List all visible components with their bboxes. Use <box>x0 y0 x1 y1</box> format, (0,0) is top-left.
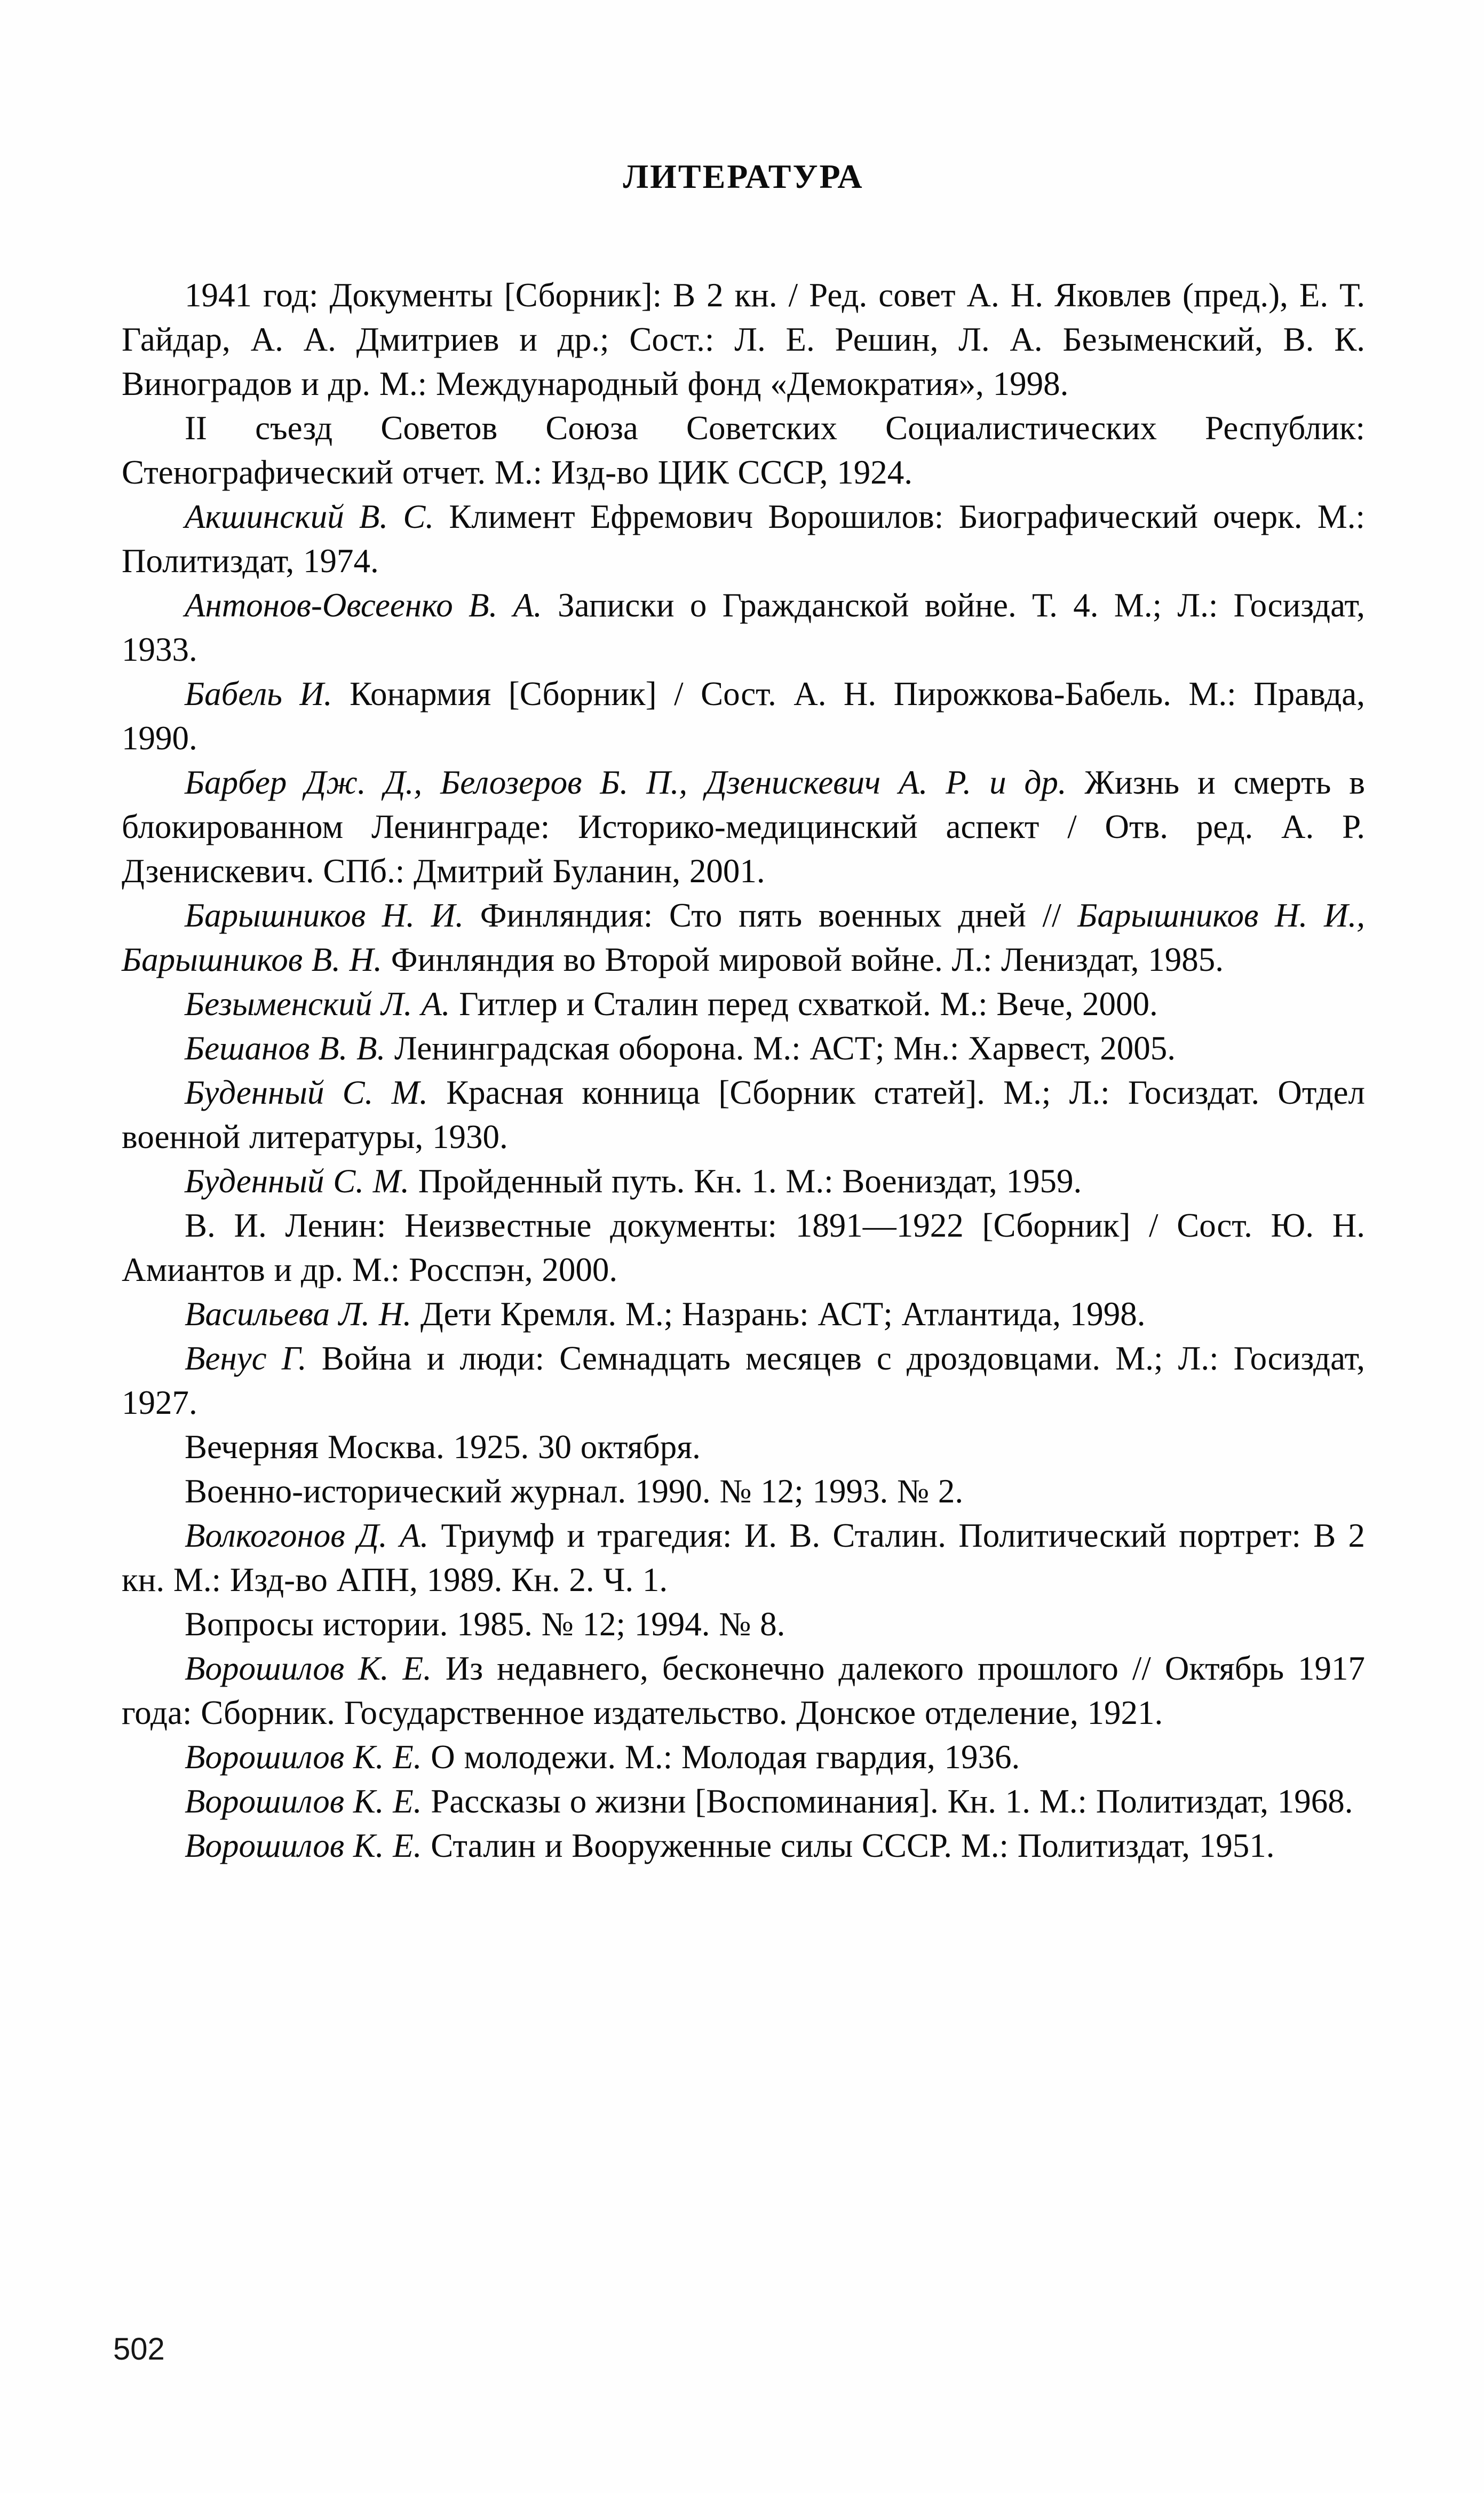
bibliography-entry <box>122 1647 1365 1735</box>
bibliography-entry <box>122 1071 1365 1159</box>
bibliography-entry <box>122 1204 1365 1292</box>
entry-author-italic: Буденный С. М. <box>185 1162 409 1200</box>
entry-text: Военно-исторический журнал. 1990. № 12; 1993. № 2. <box>185 1473 964 1510</box>
entry-text: В. И. Ленин: Неизвестные документы: 1891—1922 [Сборник] / Сост. Ю. Н. Амиантов и др. М.: Росспэн, 2000. <box>122 1207 1365 1288</box>
entry-text: Конармия [Сборник] / Сост. А. Н. Пирожкова-Бабель. М.: Правда, 1990. <box>122 675 1366 757</box>
entry-text: Из недавнего, бесконечно далекого прошлого // Октябрь 1917 года: Сборник. Государственное издательство. Донское отделение, 1921. <box>122 1650 1365 1731</box>
bibliography-entry <box>122 1292 1365 1336</box>
entry-text: Красная конница [Сборник статей]. М.; Л.: Госиздат. Отдел военной литературы, 1930. <box>122 1074 1365 1156</box>
bibliography-entry <box>122 982 1365 1026</box>
entry-author-italic: Барышников Н. И., Барышников В. Н. <box>122 897 1365 978</box>
bibliography-entry <box>122 761 1365 893</box>
entry-text: Вечерняя Москва. 1925. 30 октября. <box>185 1428 701 1466</box>
entry-text: Климент Ефремович Ворошилов: Биографический очерк. М.: Политиздат, 1974. <box>122 498 1365 580</box>
bibliography-entry <box>122 495 1365 583</box>
entry-author-italic: Безыменский Л. А. <box>185 985 450 1023</box>
entry-author-italic: Буденный С. М. <box>185 1074 428 1111</box>
entry-author-italic: Ворошилов К. Е. <box>185 1783 422 1820</box>
entry-text: Ленинградская оборона. М.: АСТ; Мн.: Харвест, 2005. <box>385 1030 1176 1067</box>
page-title: ЛИТЕРАТУРА <box>623 157 864 195</box>
entry-text: Финляндия: Сто пять военных дней // <box>464 897 1078 934</box>
bibliography-list <box>122 273 1365 1868</box>
bibliography-entry <box>122 672 1365 761</box>
entry-text: II съезд Советов Союза Советских Социалистических Республик: Стенографический отчет. М.: Изд-во ЦИК СССР, 1924. <box>122 409 1365 491</box>
bibliography-entry <box>122 1824 1365 1868</box>
entry-author-italic: Антонов-Овсеенко В. А. <box>185 587 542 624</box>
entry-author-italic: Бабель И. <box>185 675 332 713</box>
bibliography-entry <box>122 406 1365 495</box>
bibliography-entry <box>122 1425 1365 1469</box>
bibliography-entry <box>122 1469 1365 1514</box>
entry-text: Сталин и Вооруженные силы СССР. М.: Политиздат, 1951. <box>422 1827 1275 1864</box>
entry-author-italic: Акшинский В. С. <box>185 498 434 535</box>
entry-text: Пройденный путь. Кн. 1. М.: Воениздат, 1959. <box>409 1162 1082 1200</box>
entry-text: О молодежи. М.: Молодая гвардия, 1936. <box>422 1738 1020 1776</box>
entry-text: Дети Кремля. М.; Назрань: АСТ; Атлантида, 1998. <box>411 1295 1146 1333</box>
entry-text: 1941 год: Документы [Сборник]: В 2 кн. / Ред. совет А. Н. Яковлев (пред.), Е. Т. Гайдар, А. А. Дмитриев и др.; Сост.: Л. Е. Решин, Л. А. Безыменский, В. К. Виноградов и др. М.: Международный фонд «Демократия», 1998. <box>122 276 1365 402</box>
entry-text: Рассказы о жизни [Воспоминания]. Кн. 1. М.: Политиздат, 1968. <box>422 1783 1353 1820</box>
entry-text: Вопросы истории. 1985. № 12; 1994. № 8. <box>185 1605 785 1643</box>
entry-text: Жизнь и смерть в блокированном Ленинграде: Историко-медицинский аспект / Отв. ред. А. Р. Дзенискевич. СПб.: Дмитрий Буланин, 2001. <box>122 764 1365 890</box>
entry-text: Война и люди: Семнадцать месяцев с дроздовцами. М.; Л.: Госиздат, 1927. <box>122 1340 1365 1421</box>
entry-author-italic: Бешанов В. В. <box>185 1030 386 1067</box>
bibliography-entry <box>122 583 1365 672</box>
page-number: 502 <box>113 2332 165 2367</box>
bibliography-entry <box>122 273 1365 406</box>
entry-author-italic: Васильева Л. Н. <box>185 1295 412 1333</box>
bibliography-entry <box>122 1735 1365 1779</box>
bibliography-entry <box>122 893 1365 982</box>
bibliography-entry <box>122 1159 1365 1204</box>
entry-text: Финляндия во Второй мировой войне. Л.: Лениздат, 1985. <box>382 941 1224 978</box>
entry-author-italic: Волкогонов Д. А. <box>185 1517 429 1554</box>
entry-author-italic: Венус Г. <box>185 1340 307 1377</box>
entry-author-italic: Ворошилов К. Е. <box>185 1738 422 1776</box>
entry-author-italic: Ворошилов К. Е. <box>185 1650 432 1687</box>
entry-text: Гитлер и Сталин перед схваткой. М.: Вече, 2000. <box>450 985 1158 1023</box>
bibliography-entry <box>122 1026 1365 1071</box>
entry-author-italic: Ворошилов К. Е. <box>185 1827 422 1864</box>
entry-text: Триумф и трагедия: И. В. Сталин. Политический портрет: В 2 кн. М.: Изд-во АПН, 1989. Кн. 2. Ч. 1. <box>122 1517 1366 1598</box>
bibliography-entry <box>122 1779 1365 1824</box>
bibliography-entry <box>122 1336 1365 1425</box>
text-block <box>122 0 1365 1868</box>
bibliography-entry <box>122 1514 1365 1602</box>
entry-author-italic: Барбер Дж. Д., Белозеров Б. П., Дзенискевич А. Р. и др. <box>185 764 1067 801</box>
bibliography-entry <box>122 1602 1365 1647</box>
entry-text: Записки о Гражданской войне. Т. 4. М.; Л.: Госиздат, 1933. <box>122 587 1365 668</box>
entry-author-italic: Барышников Н. И. <box>185 897 464 934</box>
